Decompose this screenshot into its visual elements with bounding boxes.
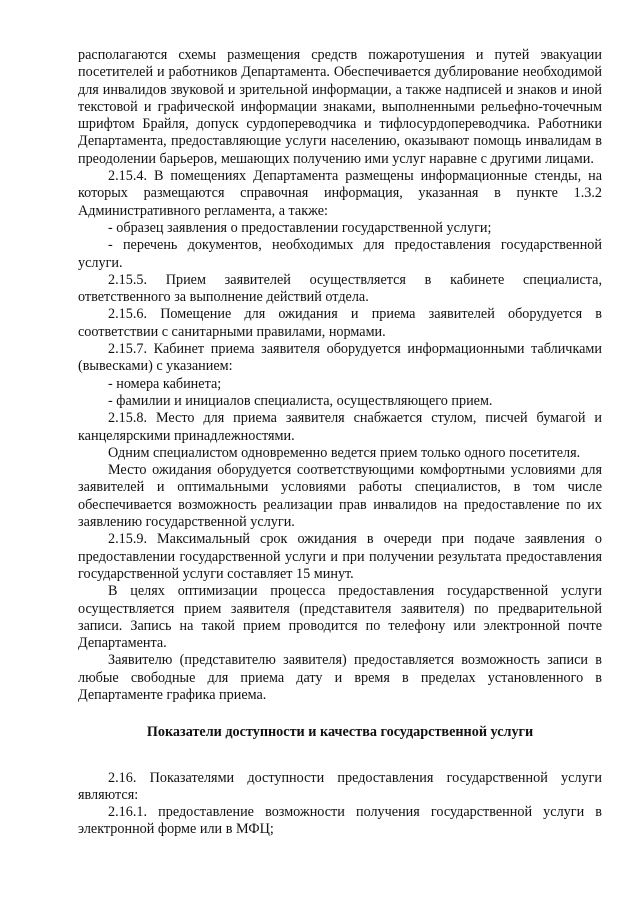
paragraph: располагаются схемы размещения средств пожаротушения и путей эвакуации посетителей и работников Департамента. Обеспечивается дублирование необходимой для инвалидов звуковой и зрительной информации, а также надписей и знаков и иной текстовой и графической информации знаками, выполненными рельефно-точечным шрифтом Брайля, допуск сурдопереводчика и тифлосурдопереводчика. Работники Департамента, предоставляющие услуги населению, оказывают помощь инвалидам в преодолении барьеров, мешающих получению ими услуг наравне с другими лицами. [78,47,602,167]
paragraph: 2.15.5. Прием заявителей осуществляется в кабинете специалиста, ответственного за выполнение действий отдела. [78,271,602,306]
paragraph: 2.16.1. предоставление возможности получения государственной услуги в электронной форме или в МФЦ; [78,804,602,838]
paragraph: 2.16. Показателями доступности предоставления государственной услуги являются: [78,769,602,803]
list-item: - образец заявления о предоставлении государственной услуги; [108,219,492,236]
section-heading: Показатели доступности и качества государственной услуги [146,724,534,741]
paragraph: 2.15.8. Место для приема заявителя снабжается стулом, писчей бумагой и канцелярскими принадлежностями. [78,410,602,444]
paragraph: 2.15.6. Помещение для ожидания и приема заявителей оборудуется в соответствии с санитарными правилами, нормами. [78,306,602,340]
paragraph: 2.15.9. Максимальный срок ожидания в очереди при подаче заявления о предоставлении государственной услуги и при получении результата предоставления государственной услуги составляет 15 минут. [78,531,602,582]
list-item: - перечень документов, необходимых для предоставления государственной услуги. [78,237,602,271]
paragraph: Заявителю (представителю заявителя) предоставляется возможность записи в любые свободные для приема дату и время в пределах установленного в Департаменте графика приема. [78,652,602,703]
paragraph: 2.15.7. Кабинет приема заявителя оборудуется информационными табличками (вывесками) с указанием: [78,341,602,375]
paragraph: В целях оптимизации процесса предоставления государственной услуги осуществляется прием заявителя (представителя заявителя) по предварительной записи. Запись на такой прием проводится по телефону или электронной почте Департамента. [78,583,602,652]
list-item: - номера кабинета; [108,375,222,392]
list-item: - фамилии и инициалов специалиста, осуществляющего прием. [108,392,493,409]
document-page [78,47,602,839]
paragraph: 2.15.4. В помещениях Департамента размещены информационные стенды, на которых размещаются справочная информация, указанная в пункте 1.3.2 Административного регламента, а также: [78,168,602,219]
paragraph: Одним специалистом одновременно ведется прием только одного посетителя. [108,444,581,461]
paragraph: Место ожидания оборудуется соответствующими комфортными условиями для заявителей и оптимальными условиями работы специалистов, в том числе обеспечивается возможность реализации прав инвалидов на предоставление по их заявлению государственной услуги. [78,462,602,531]
